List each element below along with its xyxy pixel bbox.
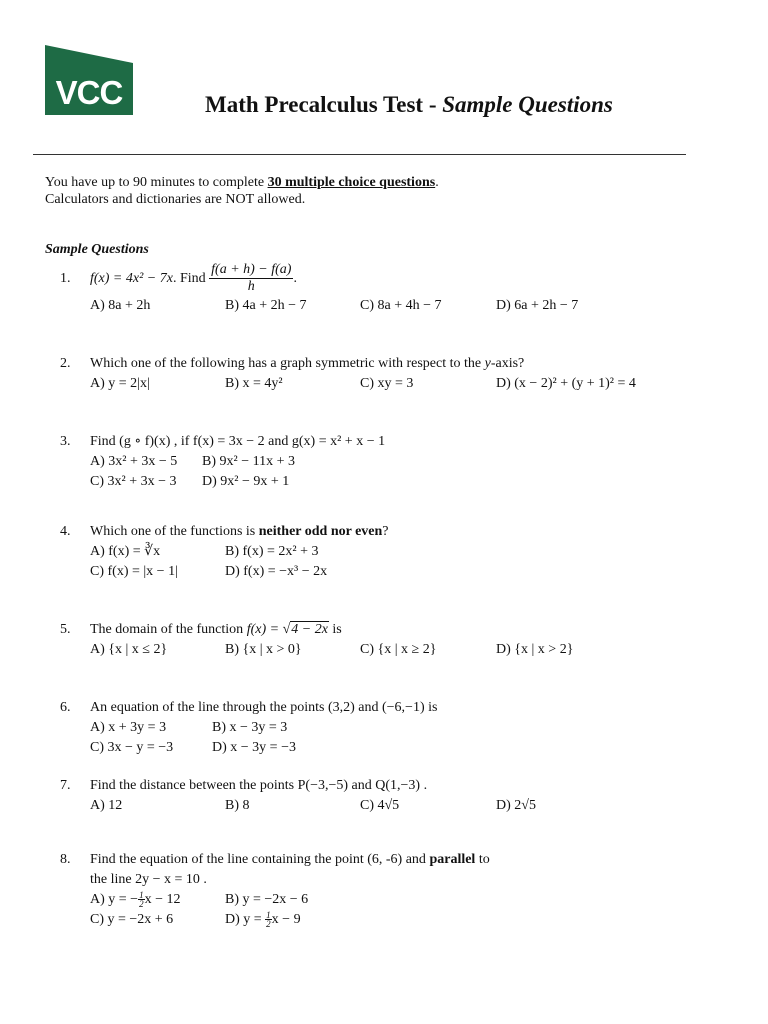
q4-text-bold: neither odd nor even	[258, 524, 383, 539]
title-sub: Sample Questions	[442, 92, 613, 117]
option-d[interactable]: D) {x | x > 2}	[496, 642, 574, 657]
logo-notch	[45, 45, 133, 63]
question-text	[90, 522, 389, 542]
option-d[interactable]: D) 2√5	[496, 798, 536, 813]
q4-text-pre: Which one of the functions is	[90, 524, 259, 539]
half-den: 2	[266, 919, 271, 930]
option-a[interactable]: A) 12	[90, 798, 123, 813]
option-c[interactable]: C) f(x) = |x − 1|	[90, 564, 178, 579]
half-den: 2	[139, 899, 144, 910]
q1-func: f(x) = 4x² − 7x	[90, 271, 173, 286]
question-text-line-2: the line 2y − x = 10 .	[90, 872, 207, 887]
question-text	[90, 620, 342, 640]
frac-numerator: f(a + h) − f(a)	[211, 262, 292, 278]
option-a[interactable]: A) y = 2|x|	[90, 376, 150, 391]
section-title: Sample Questions	[45, 242, 149, 257]
option-a[interactable]: A) 8a + 2h	[90, 298, 151, 313]
vcc-logo	[45, 45, 133, 115]
question-text: Find (g ∘ f)(x) , if f(x) = 3x − 2 and g(x) = x² + x − 1	[90, 434, 386, 449]
q5-text-func: f(x) = √	[246, 622, 291, 637]
question-text: An equation of the line through the points (3,2) and (−6,−1) is	[90, 700, 438, 715]
question-number: 1.	[60, 271, 71, 286]
option-c[interactable]: C) 4√5	[360, 798, 400, 813]
option-d[interactable]: D) x − 3y = −3	[212, 740, 296, 755]
option-a[interactable]: A) f(x) = ∛x	[90, 544, 161, 559]
option-b[interactable]: B) x = 4y²	[225, 376, 283, 391]
option-d[interactable]	[225, 910, 301, 930]
half-num: 1	[266, 910, 271, 921]
option-c[interactable]: C) 3x² + 3x − 3	[90, 474, 177, 489]
page-title	[205, 92, 613, 118]
question-number: 3.	[60, 434, 71, 449]
question-text: Find the distance between the points P(−3,−5) and Q(1,−3) .	[90, 778, 428, 793]
q2-text-post: -axis?	[490, 356, 525, 371]
header-divider	[33, 154, 686, 155]
intro-line-1-pre: You have up to 90 minutes to complete	[45, 175, 268, 190]
intro-line-1-post: .	[435, 175, 439, 190]
option-c[interactable]: C) 3x − y = −3	[90, 740, 174, 755]
q8-opt-d-pre: D) y =	[225, 912, 266, 927]
frac-denominator: h	[247, 279, 255, 295]
q8-opt-a-pre: A) y = −	[90, 892, 139, 907]
question-text	[90, 354, 524, 374]
option-b[interactable]: B) 8	[225, 798, 250, 813]
q1-find: . Find	[172, 271, 210, 286]
option-a[interactable]: A) 3x² + 3x − 5	[90, 454, 178, 469]
q5-radicand: 4 − 2x	[291, 622, 328, 637]
option-d[interactable]: D) 9x² − 9x + 1	[202, 474, 290, 489]
option-c[interactable]: C) 8a + 4h − 7	[360, 298, 442, 313]
q8-opt-d-post: x − 9	[271, 912, 301, 927]
question-text	[90, 850, 490, 870]
difference-quotient	[209, 262, 293, 295]
q5-text-pre: The domain of the function	[90, 622, 247, 637]
q8-text-post: to	[475, 852, 490, 867]
option-b[interactable]: B) {x | x > 0}	[225, 642, 302, 657]
q8-text-pre: Find the equation of the line containing the point (6, -6) and	[90, 852, 430, 867]
option-b[interactable]: B) x − 3y = 3	[212, 720, 288, 735]
option-d[interactable]: D) f(x) = −x³ − 2x	[225, 564, 328, 579]
option-a[interactable]: A) x + 3y = 3	[90, 720, 167, 735]
option-d[interactable]: D) 6a + 2h − 7	[496, 298, 579, 313]
question-number: 5.	[60, 622, 71, 637]
question-number: 4.	[60, 524, 71, 539]
title-main: Math Precalculus Test -	[205, 92, 443, 117]
half-num: 1	[139, 890, 144, 901]
q2-text-pre: Which one of the following has a graph symmetric with respect to the	[90, 356, 485, 371]
logo-text: VCC	[55, 74, 123, 111]
question-number: 7.	[60, 778, 71, 793]
intro-line-2: Calculators and dictionaries are NOT allowed.	[45, 192, 306, 207]
option-c[interactable]: C) xy = 3	[360, 376, 414, 391]
option-b[interactable]: B) 9x² − 11x + 3	[202, 454, 295, 469]
option-a[interactable]: A) {x | x ≤ 2}	[90, 642, 168, 657]
question-number: 8.	[60, 852, 71, 867]
q1-end: .	[293, 271, 297, 286]
option-c[interactable]: C) {x | x ≥ 2}	[360, 642, 437, 657]
intro-text	[45, 174, 439, 208]
option-b[interactable]: B) f(x) = 2x² + 3	[225, 544, 319, 559]
q5-text-post: is	[328, 622, 342, 637]
q8-opt-a-post: x − 12	[144, 892, 181, 907]
question-number: 2.	[60, 356, 71, 371]
question-number: 6.	[60, 700, 71, 715]
q2-text-var: y	[484, 356, 491, 371]
q4-text-post: ?	[382, 524, 389, 539]
option-b[interactable]: B) 4a + 2h − 7	[225, 298, 307, 313]
option-c[interactable]: C) y = −2x + 6	[90, 912, 174, 927]
option-b[interactable]: B) y = −2x − 6	[225, 892, 309, 907]
intro-line-1	[45, 174, 439, 191]
option-a[interactable]	[90, 890, 180, 910]
option-d[interactable]: D) (x − 2)² + (y + 1)² = 4	[496, 376, 636, 391]
q8-text-bold: parallel	[429, 852, 476, 867]
intro-line-1-bold: 30 multiple choice questions	[267, 175, 436, 190]
question-function	[90, 262, 297, 296]
